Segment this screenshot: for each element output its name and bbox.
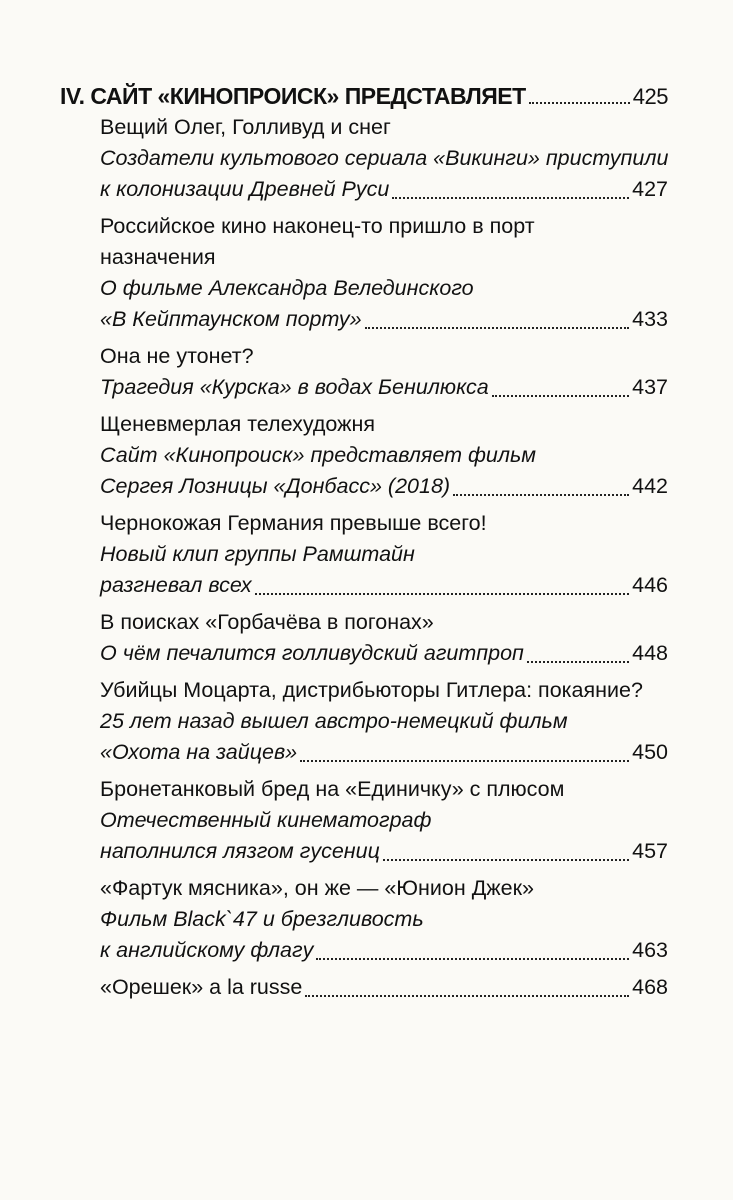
entry-subtitle: Фильм Black`47 и брезгливость	[100, 907, 424, 931]
toc-entry[interactable]	[100, 112, 668, 205]
entry-subtitle: наполнился лязгом гусениц	[100, 839, 380, 863]
entry-subtitle: Трагедия «Курска» в водах Бенилюкса	[100, 375, 489, 399]
entry-page-number: 448	[632, 641, 668, 665]
section-heading	[60, 70, 668, 110]
toc-entries	[60, 112, 668, 1003]
leader-dots	[305, 994, 629, 997]
entry-subtitle: Сайт «Кинопроиск» представляет фильм	[100, 443, 537, 467]
entry-title: Убийцы Моцарта, дистрибьюторы Гитлера: покаяние?	[100, 678, 643, 702]
entry-subtitle: к колонизации Древней Руси	[100, 177, 390, 201]
toc-entry-last-line	[100, 372, 668, 403]
entry-page-number: 457	[632, 839, 668, 863]
entry-title: «Орешек» a la russe	[100, 975, 303, 999]
toc-entry[interactable]	[100, 972, 668, 1003]
entry-subtitle: О фильме Александра Велединского	[100, 276, 474, 300]
toc-entry[interactable]	[100, 341, 668, 403]
toc-entry[interactable]	[100, 607, 668, 669]
entry-title: Бронетанковый бред на «Единичку» с плюсом	[100, 777, 565, 801]
toc-entry-last-line	[100, 972, 668, 1003]
entry-subtitle: к английскому флагу	[100, 938, 314, 962]
entry-subtitle: «Охота на зайцев»	[100, 740, 298, 764]
toc-entry-last-line	[100, 570, 668, 601]
leader-dots	[316, 957, 629, 960]
entry-subtitle: Отечественный кинематограф	[100, 808, 432, 832]
table-of-contents	[60, 70, 668, 1009]
leader-dots	[453, 493, 629, 496]
leader-dots	[492, 394, 629, 397]
section-page-number: 425	[632, 84, 668, 109]
entry-subtitle: 25 лет назад вышел австро-немецкий фильм	[100, 709, 568, 733]
entry-subtitle: Сергея Лозницы «Донбасс» (2018)	[100, 474, 451, 498]
entry-subtitle: О чём печалится голливудский агитпроп	[100, 641, 524, 665]
entry-title: «Фартук мясника», он же — «Юнион Джек»	[100, 876, 534, 900]
leader-dots	[392, 196, 629, 199]
entry-title: назначения	[100, 245, 216, 269]
toc-entry[interactable]	[100, 508, 668, 601]
leader-dots	[383, 858, 629, 861]
entry-subtitle: «В Кейптаунском порту»	[100, 307, 362, 331]
entry-page-number: 463	[632, 938, 668, 962]
entry-title: Щеневмерлая телехудожня	[100, 412, 376, 436]
entry-page-number: 446	[632, 573, 668, 597]
entry-page-number: 468	[632, 975, 668, 999]
entry-page-number: 427	[632, 177, 668, 201]
toc-entry-last-line	[100, 836, 668, 867]
entry-title: В поисках «Горбачёва в погонах»	[100, 610, 434, 634]
toc-entry[interactable]	[100, 211, 668, 335]
leader-dots	[529, 101, 630, 104]
entry-title: Вещий Олег, Голливуд и снег	[100, 115, 391, 139]
toc-entry-last-line	[100, 737, 668, 768]
entry-title: Чернокожая Германия превыше всего!	[100, 511, 487, 535]
entry-title: Российское кино наконец-то пришло в порт	[100, 214, 535, 238]
leader-dots	[365, 326, 629, 329]
entry-page-number: 442	[632, 474, 668, 498]
entry-subtitle: Новый клип группы Рамштайн	[100, 542, 415, 566]
toc-entry[interactable]	[100, 409, 668, 502]
toc-entry-last-line	[100, 174, 668, 205]
leader-dots	[300, 759, 629, 762]
entry-subtitle: Создатели культового сериала «Викинги» приступили	[100, 146, 669, 170]
entry-page-number: 437	[632, 375, 668, 399]
toc-entry-last-line	[100, 935, 668, 966]
entry-page-number: 450	[632, 740, 668, 764]
leader-dots	[255, 592, 629, 595]
entry-subtitle: разгневал всех	[100, 573, 252, 597]
entry-page-number: 433	[632, 307, 668, 331]
leader-dots	[527, 660, 629, 663]
entry-title: Она не утонет?	[100, 344, 254, 368]
toc-entry-last-line	[100, 471, 668, 502]
toc-entry[interactable]	[100, 774, 668, 867]
toc-entry-last-line	[100, 304, 668, 335]
toc-entry[interactable]	[100, 675, 668, 768]
toc-entry[interactable]	[100, 873, 668, 966]
section-title: IV. САЙТ «КИНОПРОИСК» ПРЕДСТАВЛЯЕТ	[60, 83, 526, 109]
toc-entry-last-line	[100, 638, 668, 669]
